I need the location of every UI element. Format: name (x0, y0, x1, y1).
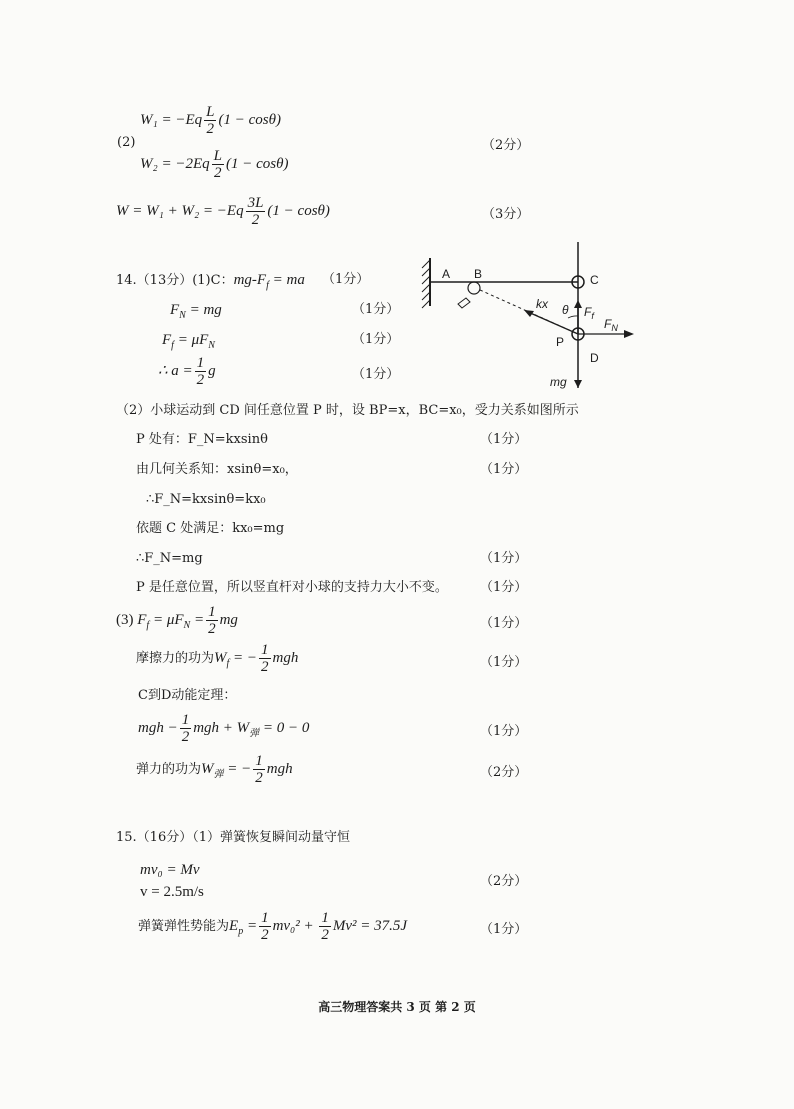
fn-arrowhead (624, 330, 634, 338)
q15-header: 15.（16分）（1）弹簧恢复瞬间动量守恒 (116, 830, 350, 845)
label-kx: kx (536, 297, 548, 311)
theta-arc (568, 316, 578, 318)
q14-score-12: （2分） (480, 765, 528, 780)
q14-eq-fn: $F_N$ = mg (170, 302, 222, 321)
q14-score-5: （1分） (480, 432, 528, 447)
label-fn: $F_N$ (604, 317, 618, 333)
label-d: D (590, 351, 599, 365)
q13-score-1: （2分） (482, 138, 530, 153)
force-diagram (410, 238, 650, 393)
q14-score-7: （1分） (480, 551, 528, 566)
w-fraction: $\frac{3L}{2}$ (247, 195, 264, 228)
q14-condition: 依题 C 处满足：kx₀=mg (136, 521, 285, 536)
q14-eq-ff: $F_f = \mu F_N$ (162, 332, 215, 351)
q14-friction-work: 摩擦力的功为$W_f$ = − $\frac{1}{2}$ mgh (136, 642, 299, 675)
q14-eq-a: ∴ a = $\frac{1}{2}$ g (158, 355, 216, 388)
pulley-b (468, 282, 480, 294)
w1-lhs: W₁ = −Eq (140, 111, 203, 128)
q14-spring-work: 弹力的功为$W_弹$ = − $\frac{1}{2}$ mgh (136, 753, 293, 786)
label-mg: mg (550, 375, 567, 389)
w1-fraction: $\frac{L}{2}$ (206, 104, 215, 137)
q14-score-4: （1分） (352, 367, 400, 382)
label-ff: $F_f$ (584, 305, 594, 321)
q14-conclusion: P 是任意位置，所以竖直杆对小球的支持力大小不变。 (136, 580, 448, 595)
w1-tail: (1 − cosθ) (218, 111, 281, 128)
q14-deduce: ∴F_N=kxsinθ=kx₀ (146, 492, 266, 507)
wall-hatch (422, 260, 430, 308)
q14-score-11: （1分） (480, 724, 528, 739)
q14-part2-intro: （2）小球运动到 CD 间任意位置 P 时，设 BP=x，BC=x₀，受力关系如图所示 (116, 403, 579, 418)
label-theta: θ (562, 303, 569, 317)
q13-score-2: （3分） (482, 207, 530, 222)
q14-header: 14.（13分）(1)C：$mg-F_f$ = ma (116, 272, 305, 291)
w2-tail: (1 − cosθ) (225, 155, 289, 172)
q15-eq-velocity: v = 2.5m/s (140, 884, 204, 900)
label-b: B (474, 267, 483, 281)
ff-arrowhead (574, 300, 582, 308)
w-tail: (1 − cosθ) (267, 202, 330, 219)
pulley-mount (458, 298, 470, 308)
q14-score-3: （1分） (352, 332, 400, 347)
q15-eq-momentum: mv₀ = Mv (140, 862, 200, 878)
a-fraction: $\frac{1}{2}$ (196, 355, 205, 388)
q13-w-total-equation (116, 195, 330, 235)
q14-score-6: （1分） (480, 462, 528, 477)
q14-energy-equation: mgh − $\frac{1}{2}$ mgh + $W_弹 = 0 - 0$ (138, 712, 310, 745)
q14-kinetic-theorem: C到D动能定理： (138, 688, 237, 703)
q15-spring-energy: 弹簧弹性势能为$E_p$ = $\frac{1}{2}$ mv₀² + $\frac{1}{2}$ Mv² = 37.5J (138, 910, 408, 943)
q14-score-2: （1分） (352, 302, 400, 317)
q14-result: ∴F_N=mg (136, 551, 203, 566)
q15-score-1: （2分） (480, 874, 528, 889)
w2-lhs: W₂ = −2Eq (140, 155, 210, 172)
q14-p-force: P 处有：F_N=kxsinθ (136, 432, 268, 447)
kx-arrow (528, 312, 578, 334)
q14-score-8: （1分） (480, 580, 528, 595)
w-lhs: W = W₁ + W₂ = −Eq (116, 202, 244, 219)
q15-score-2: （1分） (480, 922, 528, 937)
q14-part3-equation: (3) $F_f = \mu F_N$ = $\frac{1}{2}$ mg (116, 604, 238, 637)
page-footer: 高三物理答案共 3 页 第 2 页 (318, 1000, 476, 1014)
q13-part2-label: (2) (117, 135, 136, 150)
q13-w2-equation (140, 148, 288, 188)
mg-arrowhead (574, 380, 582, 388)
label-a: A (442, 267, 451, 281)
w2-fraction: $\frac{L}{2}$ (213, 148, 222, 181)
q14-score-9: （1分） (480, 616, 528, 631)
q14-score-10: （1分） (480, 655, 528, 670)
label-c: C (590, 273, 599, 287)
q14-geometry: 由几何关系知：xsinθ=x₀， (136, 462, 298, 477)
q14-score-1: （1分） (322, 272, 370, 287)
q13-w1-equation (140, 104, 281, 144)
label-p: P (556, 335, 565, 349)
